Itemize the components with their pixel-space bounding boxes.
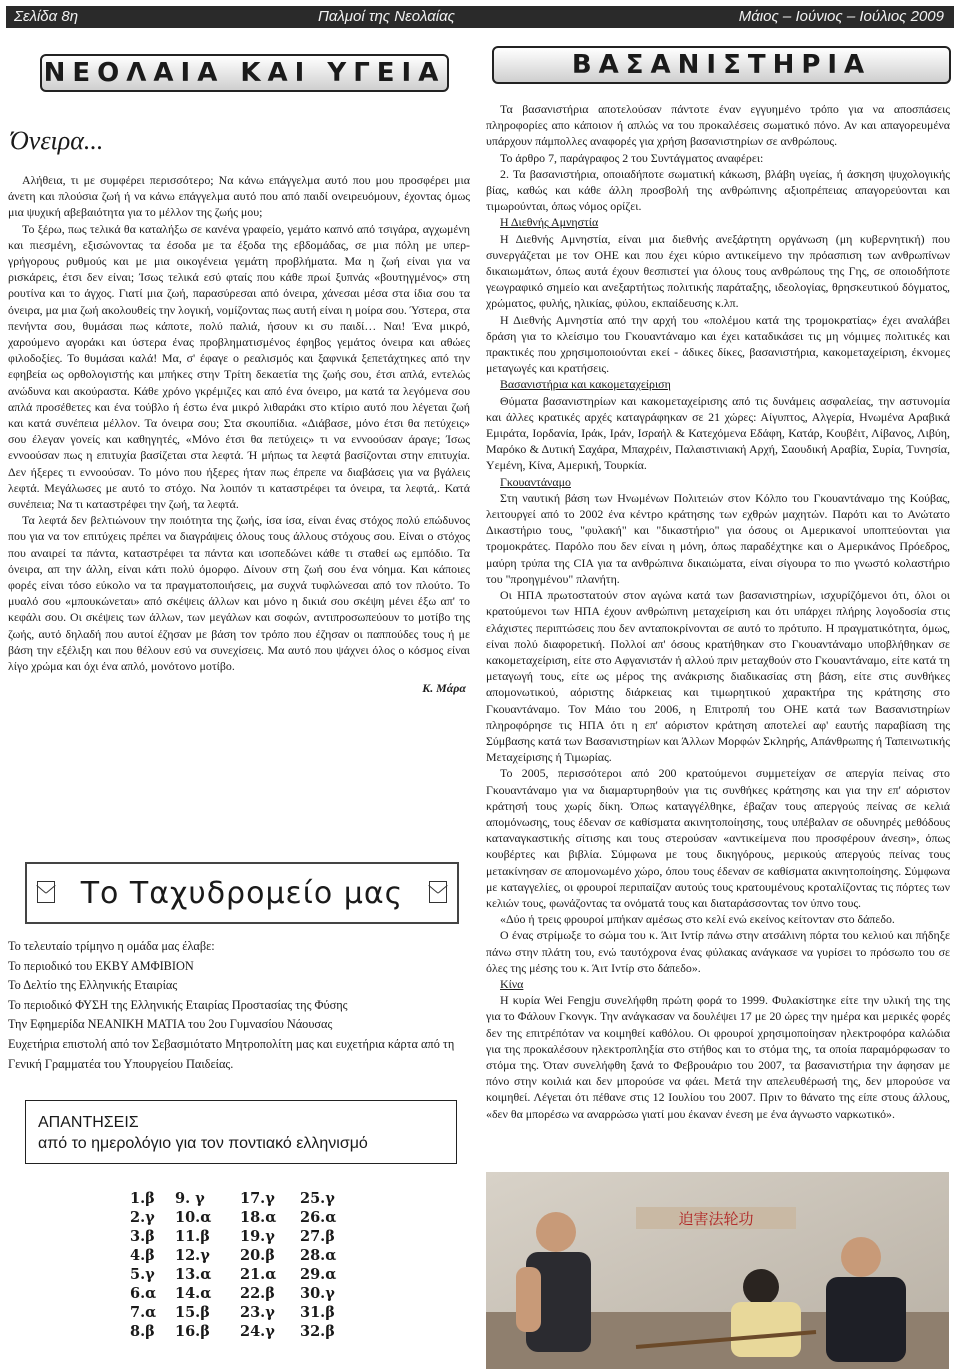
answer-cell: 23.γ [240, 1304, 275, 1321]
article-paragraph: Τα βασανιστήρια αποτελούσαν πάντοτε έναν εγγυημένο τρόπο για να αποσπάσεις πληροφορίες απο κάποιον ή απλώς να του προκαλέσεις σωματικό πόνο. Αν και απαγορευμένα υπάρχουν πάμπολλες αναφορές για χρήση βασανιστηρίων σε ανθρώπους. [486, 102, 950, 149]
mailbox-line: Το περιοδικό του ΕΚΒΥ ΑΜΦΙΒΙΟΝ [8, 958, 194, 973]
mailbox-line: Το τελευταίο τρίμηνο η ομάδα μας έλαβε: [8, 939, 215, 953]
answer-cell: 12.γ [175, 1247, 210, 1264]
article-paragraph: Ο ένας στρίμωξε το σώμα του κ. Άιτ Ιντίρ πάνω στην ατσάλινη πόρτα του κελιού και πήδηξε πάνω στην πλάτη του, ενώ ταυτόχρονα ένας φύλακας ανάγκασε να γυρίσει το πρόσωπο του σε όλες της μέσης του κ. Άιτ Ιντίρ στο δάπεδο». [486, 928, 950, 975]
answer-cell: 21.α [240, 1266, 277, 1283]
answers-grid [120, 1190, 380, 1342]
answer-cell: 7.α [130, 1304, 157, 1321]
answer-cell: 8.β [130, 1323, 155, 1340]
author-signature: Κ. Μάρα [422, 681, 466, 696]
mailbox-banner [25, 862, 459, 924]
article-paragraph: Η κυρία Wei Fengju συνελήφθη πρώτη φορά το 1999. Φυλακίστηκε είτε την υλική της της για το Φάλουν Γκονγκ. Την ανάγκασαν να δουλέψει 17 με 20 ώρες την ημέρα και μερικές φορές δεν της επιτρέπόταν να κοιμηθεί καθόλου. Οι φρουροί χρησιμοποίησαν ηλεκτροφόρα καλώδια για της προκαλέσουν ηλεκτροπληξία στο στήθος και το στόμα της, τα οποία παραμόρφωσαν το στόμα της. Όταν συνελήφθη ξανά το Φεβρουάριο του 2007, τα βασανιστήρια την άφησαν με πόνο στην κοιλιά και δεν μπορούσε να φάει. Μετά την απελευθέρωσή της, δεν μπορούσε να κοιμηθεί. Λέγεται ότι πέθανε στις 12 Ιουλίου του 2007. Πριν το θάνατο της είπε στους άλλους, «δεν θα μπορέσω να αναρρώσω γιατί μου έκαναν ένεση με ένα άγνωστο ναρκωτικό». [486, 993, 950, 1121]
article-paragraph: Οι ΗΠΑ πρωτοστατούν στον αγώνα κατά των βασανιστηρίων, ισχυρίζόμενοι ότι, όλοι οι κρατούμενοι των ΗΠΑ έχουν ανθρώπινη μεταχείριση και ότι υπάρχει πλήρης λογοδοσία στις ελάχιστες περιπτώσεις που δεν ανταποκρίνονται σε αυτό το πρότυπο. Η πραγματικότητα, όμως, είναι πολύ διαφορετική. Πολλοί απ' όσους κρατήθηκαν στο Γκουαντάναμο υποβλήθηκαν σε κακομεταχείριση, είτε στο Αφγανιστάν ή αλλού πριν μεταχθούν στο Γκουαντάναμο, είτε κατά τη μεταγωγή τους, είτε ως μέρος της ανάκρισης διαδικασίας στη βάση, είτε στις συνθήκες απομονωτικού, αόριστης διάρκειας και τιμωρητικού χαρακτήρα της κράτησης στο Γκουαντάναμο. Τον Μάιο του 2006, η Επιτροπή του ΟΗΕ κατά των Βασανιστηρίων πληροφόρησε τις ΗΠΑ ότι η επ' αόριστον κράτηση αποτελεί αφ' εαυτής παραβίαση της Σύμβασης κατά των Βασανιστηρίων και Άλλων Μορφών Σκληρής, Απάνθρωπης ή Ταπεινωτικής Μεταχείρισης ή Τιμωρίας. [486, 588, 950, 765]
section-banner-youth-health: ΝΕΟΛΑΙΑ ΚΑΙ ΥΓΕΙΑ [40, 54, 449, 92]
newspaper-title: Παλμοί της Νεολαίας [318, 8, 455, 25]
answer-cell: 16.β [175, 1323, 210, 1340]
answer-cell: 27.β [300, 1228, 335, 1245]
answer-cell: 19.γ [240, 1228, 275, 1245]
answers-row [120, 1228, 380, 1247]
mailbox-title: Το Ταχυδρομείο μας [80, 876, 404, 911]
answer-cell: 17.γ [240, 1190, 275, 1207]
answers-row [120, 1266, 380, 1285]
answer-cell: 29.α [300, 1266, 337, 1283]
answers-subtitle: από το ημερολόγιο για τον ποντιακό ελληνισμό [38, 1135, 368, 1152]
article-paragraph: Η Διεθνής Αμνηστία, είναι μια διεθνής ανεξάρτητη οργάνωση (μη κυβερνητική) που συνεργάζεται με τον ΟΗΕ και που έχει κύριο αντικείμενο την πρόασπιση των ανθρωπίνων δικαιωμάτων, όπως αυτά έχουν θεσπιστεί για όλους τους ανθρώπους της Γης, σε οποιοδήποτε γεωγραφικό σημείο και ανεξαρτήτως πολιτικής παράταξης, ιδεολογίας, θρησκευτικού δόγματος, χρώματος, φυλής, ηλικίας, φύλου, εκπαίδευσης κ.λπ. [486, 231, 950, 311]
article-title: Όνειρα... [10, 126, 104, 155]
answer-cell: 22.β [240, 1285, 275, 1302]
article-paragraph: Το άρθρο 7, παράγραφος 2 του Συντάγματος αναφέρει: [500, 150, 764, 165]
answer-cell: 25.γ [300, 1190, 335, 1207]
mailbox-line: Το περιοδικό ΦΥΣΗ της Ελληνικής Εταιρίας Προστασίας της Φύσης [8, 997, 348, 1012]
answers-row [120, 1323, 380, 1342]
answer-cell: 9. γ [175, 1190, 205, 1207]
answer-cell: 4.β [130, 1247, 155, 1264]
torture-illustration [486, 1172, 949, 1369]
answer-cell: 32.β [300, 1323, 335, 1340]
answer-cell: 3.β [130, 1228, 155, 1245]
answer-cell: 20.β [240, 1247, 275, 1264]
answer-cell: 18.α [240, 1209, 277, 1226]
answers-box [25, 1100, 457, 1164]
section-banner-torture: ΒΑΣΑΝΙΣΤΗΡΙΑ [492, 46, 951, 84]
article-paragraph: Το 2005, περισσότεροι από 200 κρατούμενοι συμμετείχαν σε απεργία πείνας στο Γκουαντάναμο για να διαμαρτυρηθούν για τις συνθήκες κράτησης και για την επ' αόριστον κράτησή τους χωρίς δίκη. Όπως καταγγέλθηκε, έβαζαν τους απεργούς πείνας σε κελιά απομόνωσης, τους έδεναν σε καθίσματα ακινητοποίησης, τους υπέβαλαν σε οδυνηρές μεθόδους καταναγκαστικής σίτισης και τους στερούσαν «αντικείμενα που προσφέρουν άνεση», όπως κουβέρτες και βιβλία. Σύμφωνα με τους δικηγόρους, μερικούς απεργούς πείνας τους μετακίνησαν σε απομονωμένο χώρο, όπου τους έδεναν σε καθίσματα ακινητοποίησης. Σύμφωνα με καταγγελίες, οι φρουροί περιπαίζαν αυτούς τους κρατουμένους κροταλίζοντας τις πόρτες των κελιών τους, φωνάζοντας τα ονόματά τους και διαταράσσοντας τον ύπνο τους. [486, 766, 950, 910]
dreams-article [8, 172, 470, 697]
mailbox-line: Την Εφημερίδα ΝΕΑΝΙΚΗ ΜΑΤΙΑ του 2ου Γυμνασίου Νάουσας [8, 1017, 333, 1032]
sign-text: 迫害法轮功 [678, 1210, 754, 1228]
answers-title: ΑΠΑΝΤΗΣΕΙΣ [38, 1114, 139, 1131]
article-subheading: Κίνα [500, 976, 524, 991]
answer-cell: 24.γ [240, 1323, 275, 1340]
article-paragraph: Αλήθεια, τι με συμφέρει περισσότερο; Να κάνω επάγγελμα αυτό που μου προσφέρει μια άνετη και πλούσια ζωή ή να κάνω επάγγελμα αυτό που από παιδί ονειρευόμουν, έχοντας όμως μια ψυχική αβεβαιότητα για το μέλλον της ζωής μου; [8, 173, 470, 220]
answers-row [120, 1190, 380, 1209]
answers-row [120, 1304, 380, 1323]
answer-cell: 26.α [300, 1209, 337, 1226]
answers-row [120, 1209, 380, 1228]
article-subheading: Γκουαντάναμο [500, 474, 571, 489]
answer-cell: 28.α [300, 1247, 337, 1264]
article-paragraph: Το ξέρω, πως τελικά θα καταλήξω σε κανένα γραφείο, γεμάτο καπνό από τσιγάρα, αγχωμένη και πιεσμένη, εξισώνοντας τα έσοδα με τα έξοδα της εβδομάδας, σε μια πόλη με υπερ-γρήγορους ρυθμούς και με μια οικογένεια γεμάτη προβλήματα. Μα η ζωή είναι για να ρισκάρεις, έτσι δεν είναι; Ίσως τελικά εσύ φταίς που κάθε πρωί ξυπνάς «βουτηγμένος» στη ρουτίνα και το άγχος. Γιατί μια ζωή, παρασύρεσαι από όνειρα, χάνεσαι μέσα στα ίδια σου τα όνειρα, μα μια ζωή ακολουθείς την λογική, νομίζοντας πως αυτή είναι η μοίρα σου. Ύστερα, στα πενήντα σου, θυμάσαι πως κάποτε, πολύ παλιά, ήσουν κι συ παιδί… Ναι! Ένα μικρό, χαρούμενο αγοράκι και ύστερα ένας προβληματισμένος έφηβος γεμάτος όνειρα και αθώες φιλοδοξίες. Το θυμάσαι καλά! Μα, σ' έφαγε ο ρεαλισμός και ξαφνικά ξεπετάχτηκες από την εφηβεία ως ορθολογιστής και μπήκες στην Τρίτη δεκαετία της ζωής σου, έτσι απλά, εντελώς ανώδυνα και ακούραστα. Κάθε χρόνο γκρέμιζες και από ένα όνειρο, μα κατά τα λεγόμενα σου απλά προσέθετες και ένα τούβλο ή έστω ένα μικρό λιθαράκι στο κτίριο αυτό που λέγεται ζωή και κατά συνέπεια μέλλον. Τα όνειρα σου; Στα σκουπίδια. «Διάβασε, μόνο έτσι θα πετύχεις» σου έλεγαν γονείς και καθηγητές, «Μόνο έτσι θα πετύχεις» τι να εννοούσαν άραγε; Ίσως εννοούσαν πως η επιτυχία βασίζεται στα λεφτά. Ή μήπως τα λεφτά βασίζονται στην επιτυχία. Δεν ήξερες τι εννοούσαν. Το μόνο που ήξερες ήταν πως έπρεπε να διαβάσεις για να βγάλεις λεφτά. Μεγάλωσες με αυτό το στόχο. Να λοιπόν τι καταστρέφει τα όνειρα, τα λεφτά,. Κατά συνέπεια; Να τι καταστρέφει την ζωή, τα λεφτά. [8, 221, 470, 512]
page-number: Σελίδα 8η [14, 8, 79, 25]
answer-cell: 15.β [175, 1304, 210, 1321]
article-subheading: Η Διεθνής Αμνηστία [500, 215, 599, 230]
article-paragraph: 2. Τα βασανιστήρια, οποιαδήποτε σωματική κάκωση, βλάβη υγείας, ή άσκηση ψυχολογικής βίας, καθώς και κάθε άλλη προσβολή της ανθρώπινης αξιοπρέπειας απαγορεύονται και τιμωρούνται, όπως νόμος ορίζει. [486, 166, 950, 214]
page-header [6, 6, 954, 28]
answer-cell: 1.β [130, 1190, 155, 1207]
mailbox-line: Ευχετήρια επιστολή από τον Σεβασμιότατο Μητροπολίτη μας και ευχετήρια κάρτα από τη Γενική Γραμματέα του Υπουργείου Παιδείας. [8, 1036, 455, 1071]
envelope-icon [429, 881, 447, 903]
answer-cell: 31.β [300, 1304, 335, 1321]
answers-row [120, 1247, 380, 1266]
answer-cell: 11.β [175, 1228, 210, 1245]
torture-article [486, 101, 950, 1122]
answer-cell: 5.γ [130, 1266, 155, 1283]
answer-cell: 14.α [175, 1285, 212, 1302]
answer-cell: 10.α [175, 1209, 212, 1226]
answer-cell: 6.α [130, 1285, 157, 1302]
article-paragraph: Στη ναυτική βάση των Ηνωμένων Πολιτειών στον Κόλπο του Γκουαντάναμο της Κούβας, λειτουργεί από το 2002 ένα κέντρο κράτησης των εχθρών μαχητών. Παρότι και το Ανώτατο Δικαστήριο τους, "φυλακή" και "δικαστήριο" για όσους οι Αμερικανοί υποπτεύονται για τρομοκράτες. Παρόλο που δεν είναι η μόνη, όπως παραδέχτηκε και ο Αμερικάνος Πρόεδρος, μαύρη τρύπα της CIA για τα ανθρώπινα δικαιώματα, είναι σίγουρα το πιο γνωστό κολαστήριο του "προηγμένου" πλανήτη. [486, 490, 950, 586]
answer-cell: 13.α [175, 1266, 212, 1283]
issue-date: Μάιος – Ιούνιος – Ιούλιος 2009 [738, 8, 944, 25]
article-paragraph: Θύματα βασανιστηρίων και κακομεταχείρισης από τις δυνάμεις ασφαλείας, την αστυνομία και άλλες κρατικές αρχές καταγράφηκαν σε 21 χώρες: Αίγυπτος, Αλγερία, Ηνωμένα Αραβικά Εμιράτα, Ιορδανία, Ιράκ, Ιράν, Ισραήλ & Κατεχόμενα Εδάφη, Κατάρ, Κουβέιτ, Λίβανος, Λιβύη, Μαρόκο & Δυτική Σαχάρα, Μπαχρέιν, Παλαιστινιακή Αρχή, Σαουδική Αραβία, Συρία, Τυνησία, Υεμένη, Κίνα, Αμερική, Τουρκία. [486, 393, 950, 473]
article-paragraph: «Δύο ή τρεις φρουροί μπήκαν αμέσως στο κελί ενώ εκείνος κείτονταν στο δάπεδο. [500, 912, 895, 927]
answer-cell: 30.γ [300, 1285, 335, 1302]
article-subheading: Βασανιστήρια και κακομεταχείριση [500, 377, 671, 392]
article-paragraph: Τα λεφτά δεν βελτιώνουν την ποιότητα της ζωής, ίσα ίσα, είναι ένας στόχος πολύ επώδυνος που για να τον επιτύχεις πρέπει να διαγράψεις όλους τους άλλους στόχους σου. Είναι ο στόχος που αναιρεί τα πάντα, καταστρέφει τα πάντα και ισοπεδώνει κάθε τι σταθεί ως εμπόδιο. Τα όνειρα, απ την άλλη, είναι κάτι πολύ όμορφο. Δίνουν στη ζωή σου ένα νόημα. Και κάποιες φορές είναι τόσο εύκολο να τα πραγματοποιήσεις, μα συχνά τυφλώνεσαι από τον πλούτο. Το μυαλό σου «μπουκώνεται» από σκέψεις άλλων και μόνο η δικιά σου σκέψη μένει έξω απ' το κεφάλι σου. Οι σκέψεις των άλλων, των μεγάλων και σοφών, αντιπροσωπεύουν το μοτίβο της ζωής, αυτό δηλαδή που αυτοί έζησαν με βάση τον τρόπο που έζησαν οι παππούδες τους ή με βάση την εξέλιξη και που θέλουν εσύ να συνεχίσεις. Μα αυτό που ψάχνει όλος ο κόσμος είναι λίγο χρώμα και όχι ένα απλό, μονότονο μοτίβο. [8, 513, 470, 674]
answer-cell: 2.γ [130, 1209, 155, 1226]
article-paragraph: Η Διεθνής Αμνηστία από την αρχή του «πολέμου κατά της τρομοκρατίας» έχει αναλάβει δράση για το κλείσιμο του Γκουαντάναμο και έχει καταδικάσει τις μη νόμιμες πολιτικές και πρακτικές που χρησιμοποιούνται εκεί - άδικες δίκες, βασανιστήρια, κακομεταχείριση, έκνομες μεταγωγές και κρατήσεις. [486, 312, 950, 376]
mailbox-line: Το Δελτίο της Ελληνικής Εταιρίας [8, 978, 178, 993]
answers-row [120, 1285, 380, 1304]
mailbox-list [8, 937, 470, 1074]
